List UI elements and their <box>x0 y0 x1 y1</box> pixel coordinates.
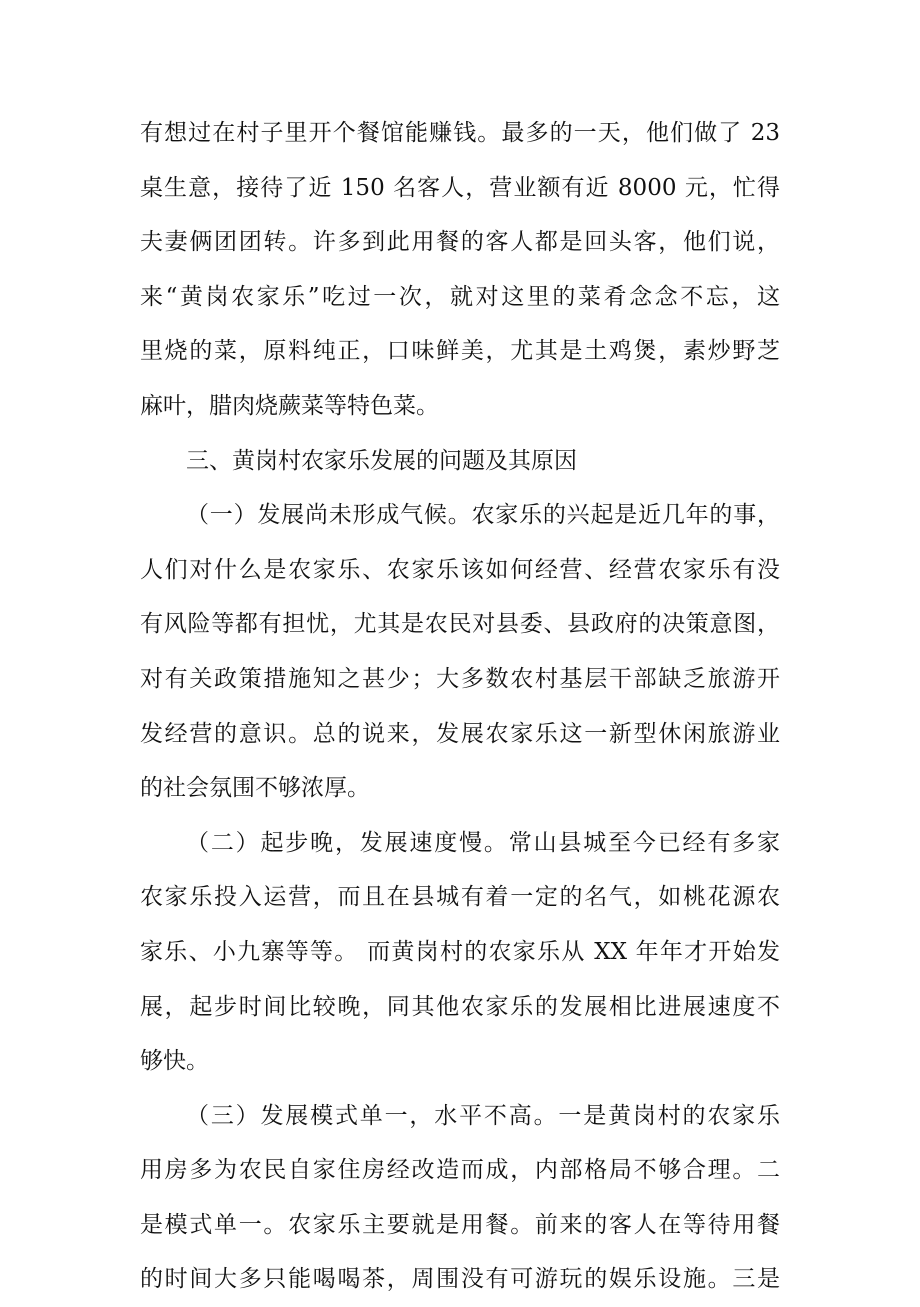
text-line: 家乐、小九寨等等。 而黄岗村的农家乐从 XX 年年才开始发 <box>140 938 780 965</box>
text-line: （二）起步晚，发展速度慢。常山县城至今已经有多家 <box>186 829 780 856</box>
text-line: 发经营的意识。总的说来，发展农家乐这一新型休闲旅游业 <box>140 720 780 747</box>
text-line: 来“黄岗农家乐”吃过一次，就对这里的菜肴念念不忘，这 <box>140 283 780 310</box>
text-line: 人们对什么是农家乐、农家乐该如何经营、经营农家乐有没 <box>140 556 780 583</box>
text-line: （三）发展模式单一，水平不高。一是黄岗村的农家乐 <box>186 1102 780 1129</box>
text-line: 有风险等都有担忧，尤其是农民对县委、县政府的决策意图， <box>140 611 780 638</box>
text-line: 用房多为农民自家住房经改造而成，内部格局不够合理。二 <box>140 1157 780 1184</box>
text-line: 是模式单一。农家乐主要就是用餐。前来的客人在等待用餐 <box>140 1211 780 1238</box>
text-line: （一）发展尚未形成气候。农家乐的兴起是近几年的事， <box>186 502 780 529</box>
text-line: 夫妻俩团团转。许多到此用餐的客人都是回头客，他们说， <box>140 229 780 256</box>
text-line: 三、黄岗村农家乐发展的问题及其原因 <box>186 447 577 474</box>
document-body <box>140 106 780 1307</box>
text-line: 的时间大多只能喝喝茶，周围没有可游玩的娱乐设施。三是 <box>140 1266 780 1293</box>
text-line: 对有关政策措施知之甚少；大多数农村基层干部缺乏旅游开 <box>140 665 780 692</box>
text-line: 桌生意，接待了近 150 名客人，营业额有近 8000 元，忙得 <box>140 174 780 201</box>
text-line: 农家乐投入运营，而且在县城有着一定的名气，如桃花源农 <box>140 884 780 911</box>
text-line: 麻叶，腊肉烧蕨菜等特色菜。 <box>140 392 439 419</box>
text-line: 展，起步时间比较晚，同其他农家乐的发展相比进展速度不 <box>140 993 780 1020</box>
text-line: 有想过在村子里开个餐馆能赚钱。最多的一天，他们做了 23 <box>140 120 780 146</box>
text-line: 的社会氛围不够浓厚。 <box>140 775 370 802</box>
text-line: 够快。 <box>140 1048 209 1075</box>
text-line: 里烧的菜，原料纯正，口味鲜美，尤其是土鸡煲，素炒野芝 <box>140 338 780 365</box>
